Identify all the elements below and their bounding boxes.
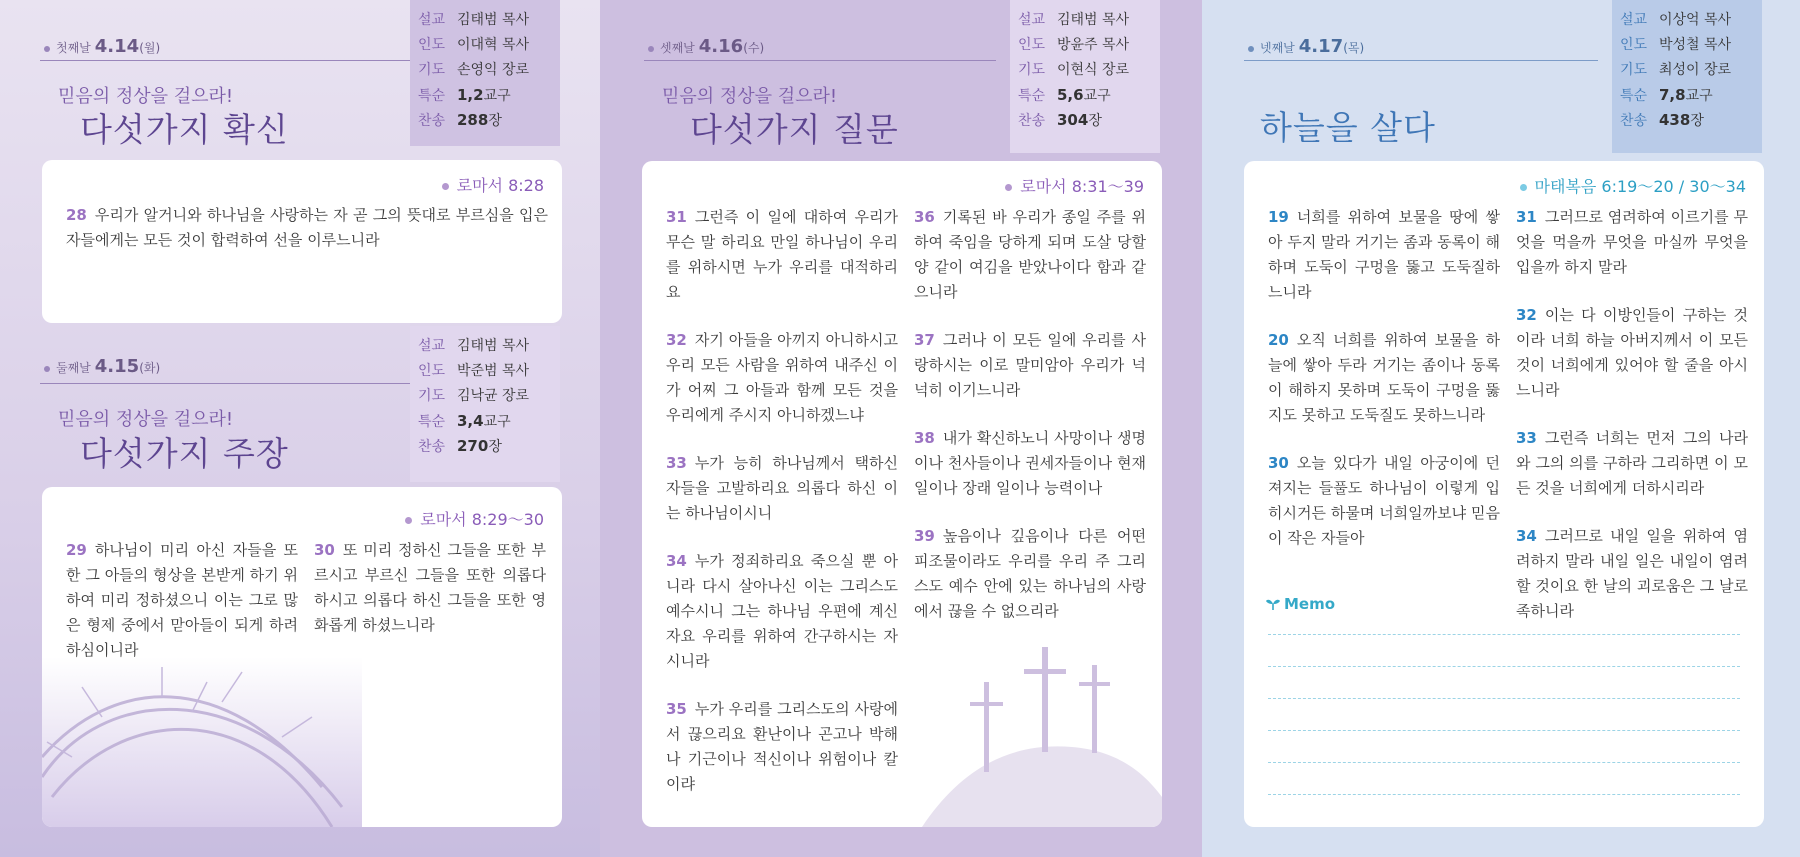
day-label: 셋째날 <box>660 41 695 55</box>
scripture-reference: 로마서 8:29～30 <box>405 507 544 530</box>
memo-line[interactable] <box>1268 666 1740 667</box>
verse: 38 내가 확신하노니 사망이나 생명이나 천사들이나 권세자들이나 현재 일이나 장래 일이나 능력이나 <box>914 429 1146 497</box>
day2-date-header <box>44 356 160 377</box>
day1-day2-column <box>0 0 600 857</box>
verse: 30 오늘 있다가 내일 아궁이에 던져지는 들풀도 하나님이 이렇게 입히시거든 하물며 너희일까보냐 믿음이 작은 자들아 <box>1268 454 1500 547</box>
day1-service-info <box>410 0 560 146</box>
verse: 34 그러므로 내일 일을 위하여 염려하지 말라 내일 일은 내일이 염려할 것이요 한 날의 괴로움은 그 날로 족하니라 <box>1516 527 1748 620</box>
info-row-leader: 인도 박준범 목사 <box>417 363 530 379</box>
sermon-title: 하늘을 살다 <box>1260 108 1436 147</box>
verse-column-left <box>1268 205 1500 574</box>
day4-column <box>1202 0 1800 857</box>
sermon-subtitle: 믿음의 정상을 걸으라! <box>662 86 838 107</box>
verse: 33 누가 능히 하나님께서 택하신 자들을 고발하리요 의롭다 하신 이는 하나님이시니 <box>666 454 898 522</box>
date: 4.14 <box>94 36 140 57</box>
memo-line[interactable] <box>1268 794 1740 795</box>
info-row-hymn: 찬송 288장 <box>417 111 502 129</box>
day2-scripture-card <box>42 487 562 827</box>
bullet-dot-icon <box>405 517 412 524</box>
info-row-prayer: 기도 김낙균 장로 <box>417 388 530 404</box>
verse-column-right <box>314 538 546 661</box>
bullet-dot-icon <box>44 46 50 52</box>
scripture-reference: 로마서 8:31～39 <box>1005 174 1144 197</box>
weekday: (목) <box>1343 41 1365 55</box>
info-row-prayer: 기도 이현식 장로 <box>1017 62 1130 78</box>
day-label: 넷째날 <box>1260 41 1295 55</box>
verse: 39 높음이나 깊음이나 다른 어떤 피조물이라도 우리를 우리 주 그리스도 예수 안에 있는 하나님의 사랑에서 끊을 수 없으리라 <box>914 527 1146 620</box>
header-divider <box>40 60 410 61</box>
info-row-preacher: 설교 김태범 목사 <box>1017 12 1130 28</box>
info-row-hymn: 찬송 270장 <box>417 437 502 455</box>
verse: 33 그런즉 너희는 먼저 그의 나라와 그의 의를 구하라 그리하면 이 모든 것을 너희에게 더하시리라 <box>1516 429 1748 497</box>
verse: 36 기록된 바 우리가 종일 주를 위하여 죽임을 당하게 되며 도살 당할 양 같이 여김을 받았나이다 함과 같으니라 <box>914 208 1146 301</box>
header-divider <box>40 383 410 384</box>
day1-date-header <box>44 36 160 57</box>
day3-service-info <box>1010 0 1160 153</box>
day1-scripture-card <box>42 160 562 323</box>
info-row-special: 특순 1,2교구 <box>417 86 511 104</box>
day-label: 둘째날 <box>56 361 91 375</box>
verse: 32 자기 아들을 아끼지 아니하시고 우리 모든 사람을 위하여 내주신 이가 어찌 그 아들과 함께 모든 것을 우리에게 주시지 아니하겠느냐 <box>666 331 898 424</box>
bullet-dot-icon <box>1005 184 1012 191</box>
info-row-hymn: 찬송 304장 <box>1017 111 1102 129</box>
memo-line[interactable] <box>1268 698 1740 699</box>
info-row-preacher: 설교 김태범 목사 <box>417 338 530 354</box>
sermon-title: 다섯가지 질문 <box>690 110 899 149</box>
day3-date-header <box>648 36 764 57</box>
info-row-hymn: 찬송 438장 <box>1619 111 1704 129</box>
verse: 37 그러나 이 모든 일에 우리를 사랑하시는 이로 말미암아 우리가 넉넉히 이기느니라 <box>914 331 1146 399</box>
sermon-title: 다섯가지 확신 <box>80 110 289 149</box>
sermon-subtitle: 믿음의 정상을 걸으라! <box>58 409 234 430</box>
header-divider <box>1244 60 1598 61</box>
info-row-preacher: 설교 이상억 목사 <box>1619 12 1732 28</box>
day3-column <box>600 0 1202 857</box>
info-row-leader: 인도 박성철 목사 <box>1619 37 1732 53</box>
info-row-special: 특순 5,6교구 <box>1017 86 1111 104</box>
info-row-preacher: 설교 김태범 목사 <box>417 12 530 28</box>
verse-column-right <box>1516 205 1748 647</box>
verse: 31 그러므로 염려하여 이르기를 무엇을 먹을까 무엇을 마실까 무엇을 입을까 하지 말라 <box>1516 208 1748 276</box>
day4-date-header <box>1248 36 1364 57</box>
info-row-prayer: 기도 손영익 장로 <box>417 62 530 78</box>
verse: 31 그런즉 이 일에 대하여 우리가 무슨 말 하리요 만일 하나님이 우리를 위하시면 누가 우리를 대적하리요 <box>666 208 898 301</box>
info-row-leader: 인도 방윤주 목사 <box>1017 37 1130 53</box>
sprout-icon <box>1266 598 1280 610</box>
date: 4.15 <box>94 356 140 377</box>
verse: 30 또 미리 정하신 그들을 또한 부르시고 부르신 그들을 또한 의롭다 하시고 의롭다 하신 그들을 또한 영화롭게 하셨느니라 <box>314 541 546 634</box>
sermon-subtitle: 믿음의 정상을 걸으라! <box>58 86 234 107</box>
date: 4.16 <box>698 36 744 57</box>
weekday: (월) <box>139 41 161 55</box>
memo-line[interactable] <box>1268 634 1740 635</box>
verse-block <box>66 203 548 276</box>
memo-label: Memo <box>1266 595 1335 613</box>
bullet-dot-icon <box>442 183 449 190</box>
day2-service-info <box>410 326 560 482</box>
three-crosses-illustration <box>922 647 1162 827</box>
weekday: (화) <box>139 361 161 375</box>
day3-scripture-card <box>642 161 1162 827</box>
verse: 34 누가 정죄하리요 죽으실 뿐 아니라 다시 살아나신 이는 그리스도 예수시니 그는 하나님 우편에 계신 자요 우리를 위하여 간구하시는 자시니라 <box>666 552 898 670</box>
verse: 35 누가 우리를 그리스도의 사랑에서 끊으리요 환난이나 곤고나 박해나 기근이나 적신이나 위험이나 칼이랴 <box>666 700 898 793</box>
info-row-special: 특순 3,4교구 <box>417 412 511 430</box>
memo-line[interactable] <box>1268 730 1740 731</box>
verse: 20 오직 너희를 위하여 보물을 하늘에 쌓아 두라 거기는 좀이나 동록이 해하지 못하며 도둑이 구멍을 뚫지도 못하고 도둑질도 못하느니라 <box>1268 331 1500 424</box>
scripture-reference: 로마서 8:28 <box>442 173 544 196</box>
date: 4.17 <box>1298 36 1344 57</box>
bullet-dot-icon <box>648 46 654 52</box>
header-divider <box>644 60 996 61</box>
bullet-dot-icon <box>1248 46 1254 52</box>
sermon-title: 다섯가지 주장 <box>80 434 289 473</box>
day-label: 첫째날 <box>56 41 91 55</box>
verse-column-left <box>66 538 298 686</box>
day4-scripture-card <box>1244 161 1764 827</box>
verse: 19 너희를 위하여 보물을 땅에 쌓아 두지 말라 거기는 좀과 동록이 해하며 도둑이 구멍을 뚫고 도둑질하느니라 <box>1268 208 1500 301</box>
memo-line[interactable] <box>1268 762 1740 763</box>
weekday: (수) <box>743 41 765 55</box>
verse-column-left <box>666 205 898 820</box>
info-row-special: 특순 7,8교구 <box>1619 86 1713 104</box>
bullet-dot-icon <box>1520 184 1527 191</box>
verse: 32 이는 다 이방인들이 구하는 것이라 너희 하늘 아버지께서 이 모든 것이 너희에게 있어야 할 줄을 아시느니라 <box>1516 306 1748 399</box>
info-row-leader: 인도 이대혁 목사 <box>417 37 530 53</box>
bullet-dot-icon <box>44 366 50 372</box>
verse: 28 우리가 알거니와 하나님을 사랑하는 자 곧 그의 뜻대로 부르심을 입은 자들에게는 모든 것이 합력하여 선을 이루느니라 <box>66 206 548 249</box>
verse: 29 하나님이 미리 아신 자들을 또한 그 아들의 형상을 본받게 하기 위하여 미리 정하셨으니 이는 그로 많은 형제 중에서 맏아들이 되게 하려 하심이니라 <box>66 541 298 659</box>
info-row-prayer: 기도 최성이 장로 <box>1619 62 1732 78</box>
scripture-reference: 마태복음 6:19～20 / 30～34 <box>1520 174 1746 197</box>
verse-column-right <box>914 205 1146 647</box>
day4-service-info <box>1612 0 1762 153</box>
